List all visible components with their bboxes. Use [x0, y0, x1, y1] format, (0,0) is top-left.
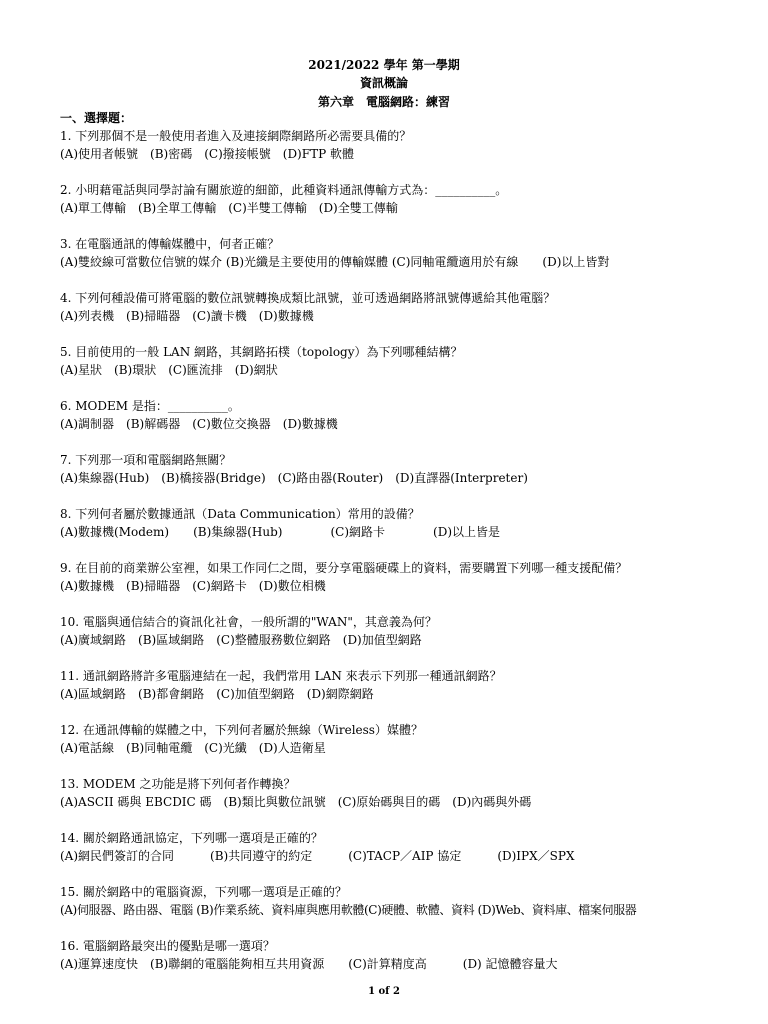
question-options: (A)廣域網路 (B)區域網路 (C)整體服務數位網路 (D)加值型網路: [60, 633, 422, 647]
question-options: (A)單工傳輸 (B)全單工傳輸 (C)半雙工傳輸 (D)全雙工傳輸: [60, 201, 398, 215]
question-stem: 7. 下列那一項和電腦網路無關？: [60, 453, 232, 467]
question-6: [60, 397, 750, 433]
question-2: [60, 181, 750, 217]
question-8: [60, 505, 750, 541]
course-title: 資訊概論: [359, 76, 408, 90]
section-title: 一、選擇題：: [60, 111, 133, 125]
question-13: [60, 775, 750, 811]
question-options: (A)區域網路 (B)都會網路 (C)加值型網路 (D)網際網路: [60, 687, 374, 701]
question-stem: 10. 電腦與通信結合的資訊化社會，一般所謂的"WAN"，其意義為何？: [60, 615, 437, 629]
question-options: (A)網民們簽訂的合同 (B)共同遵守的約定 (C)TACP／AIP 協定 (D)IPX／SPX: [60, 849, 575, 863]
school-year-heading: 2021/2022 學年 第一學期: [308, 58, 460, 72]
question-stem: 16. 電腦網路最突出的優點是哪一選項？: [60, 939, 275, 953]
question-stem: 3. 在電腦通訊的傳輸媒體中，何者正確？: [60, 237, 280, 251]
question-14: [60, 829, 750, 865]
question-16: [60, 937, 750, 973]
question-options: (A)星狀 (B)環狀 (C)匯流排 (D)網狀: [60, 363, 278, 377]
question-stem: 6. MODEM 是指：__________。: [60, 399, 240, 413]
question-stem: 8. 下列何者屬於數據通訊（Data Communication）常用的設備？: [60, 507, 420, 521]
question-stem: 2. 小明藉電話與同學討論有關旅遊的細節，此種資料通訊傳輸方式為：__________。: [60, 183, 508, 197]
question-options: (A)ASCII 碼與 EBCDIC 碼 (B)類比與數位訊號 (C)原始碼與目的碼 (D)內碼與外碼: [60, 795, 532, 809]
question-stem: 1. 下列那個不是一般使用者進入及連接網際網路所必需要具備的？: [60, 129, 412, 143]
question-5: [60, 343, 750, 379]
question-11: [60, 667, 750, 703]
question-1: [60, 127, 750, 163]
question-stem: 12. 在通訊傳輸的媒體之中，下列何者屬於無線（Wireless）媒體？: [60, 723, 423, 737]
question-stem: 11. 通訊網路將許多電腦連結在一起，我們常用 LAN 來表示下列那一種通訊網路？: [60, 669, 502, 683]
question-3: [60, 235, 750, 271]
question-options: (A)調制器 (B)解碼器 (C)數位交換器 (D)數據機: [60, 417, 338, 431]
question-stem: 14. 關於網路通訊協定，下列哪一選項是正確的？: [60, 831, 323, 845]
question-options: (A)電話線 (B)同軸電纜 (C)光纖 (D)人造衛星: [60, 741, 326, 755]
question-options: (A)雙絞線可當數位信號的媒介 (B)光纖是主要使用的傳輸媒體 (C)同軸電纜適用於有線 (D)以上皆對: [60, 255, 610, 269]
question-stem: 5. 目前使用的一般 LAN 網路，其網路拓樸（topology）為下列哪種結構？: [60, 345, 463, 359]
question-4: [60, 289, 750, 325]
question-12: [60, 721, 750, 757]
question-options: (A)集線器(Hub) (B)橋接器(Bridge) (C)路由器(Router) (D)直譯器(Interpreter): [60, 471, 528, 485]
question-options: (A)數據機(Modem) (B)集線器(Hub) (C)網路卡 (D)以上皆是: [60, 525, 501, 539]
chapter-title: 第六章 電腦網路：練習: [317, 95, 450, 109]
question-options: (A)數據機 (B)掃瞄器 (C)網路卡 (D)數位相機: [60, 579, 326, 593]
question-stem: 4. 下列何種設備可將電腦的數位訊號轉換成類比訊號，並可透過網路將訊號傳遞給其他電腦？: [60, 291, 556, 305]
question-stem: 13. MODEM 之功能是將下列何者作轉換？: [60, 777, 296, 791]
page-number: 1 of 2: [368, 986, 400, 997]
question-options: (A)伺服器、路由器、電腦 (B)作業系統、資料庫與應用軟體(C)硬體、軟體、資料 (D)Web、資料庫、檔案伺服器: [60, 903, 637, 917]
question-10: [60, 613, 750, 649]
question-options: (A)使用者帳號 (B)密碼 (C)撥接帳號 (D)FTP 軟體: [60, 147, 354, 161]
question-stem: 9. 在目前的商業辦公室裡，如果工作同仁之間，要分享電腦硬碟上的資料，需要購置下列哪一種支援配備？: [60, 561, 628, 575]
question-options: (A)運算速度快 (B)聯網的電腦能夠相互共用資源 (C)計算精度高 (D) 記憶體容量大: [60, 957, 558, 971]
question-9: [60, 559, 750, 595]
question-options: (A)列表機 (B)掃瞄器 (C)讀卡機 (D)數據機: [60, 309, 314, 323]
question-stem: 15. 關於網路中的電腦資源，下列哪一選項是正確的？: [60, 885, 347, 899]
question-7: [60, 451, 750, 487]
question-15: [60, 883, 750, 919]
